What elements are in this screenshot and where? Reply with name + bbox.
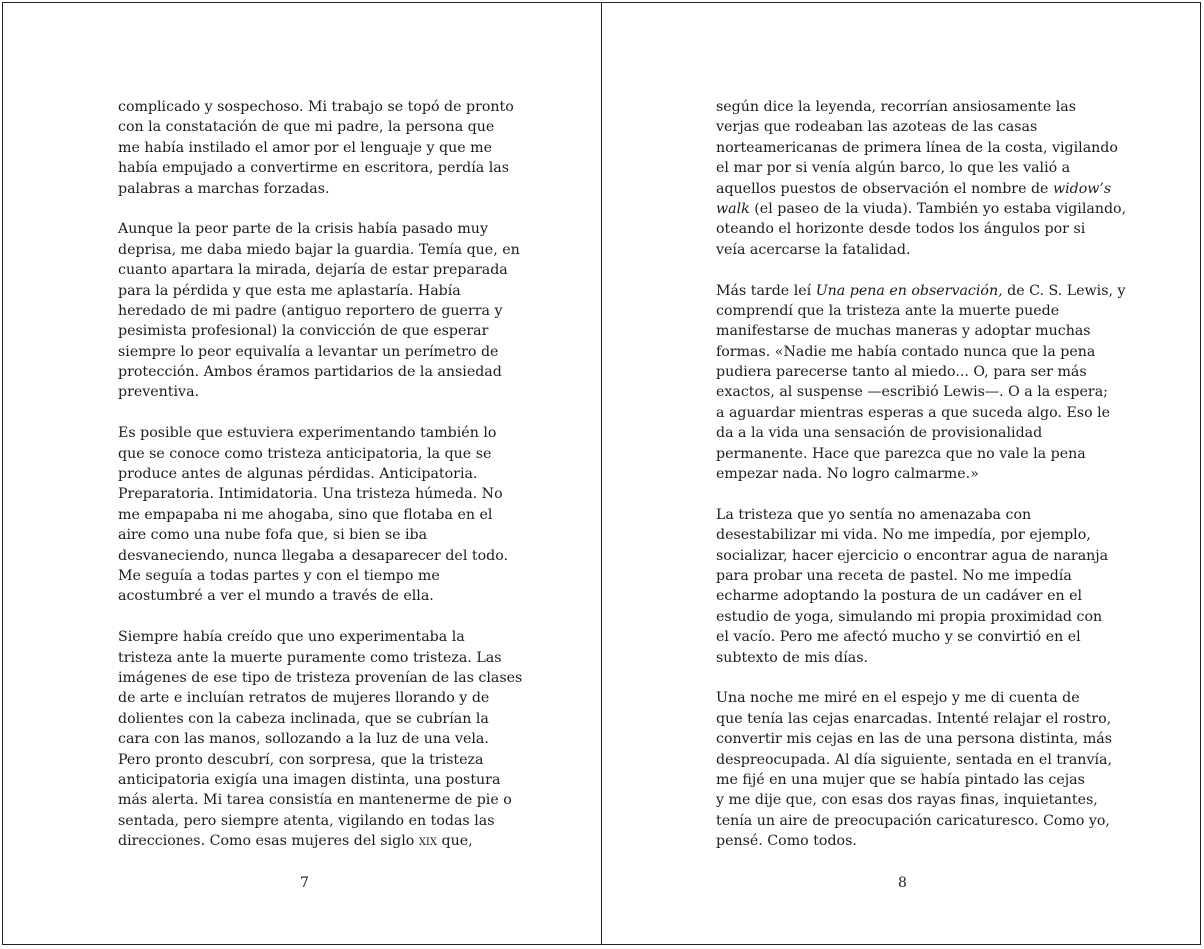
- text-run: direcciones. Como esas mujeres del siglo: [118, 833, 419, 850]
- text-line: más alerta. Mi tarea consistía en mantenerme de pie o: [118, 792, 512, 809]
- text-line: palabras a marchas forzadas.: [118, 180, 330, 197]
- text-line: siempre lo peor equivalía a levantar un perímetro de: [118, 343, 499, 360]
- text-line: acostumbré a ver el mundo a través de ella.: [118, 588, 434, 605]
- text-line: heredado de mi padre (antiguo reportero de guerra y: [118, 302, 503, 319]
- text-line: que se conoce como tristeza anticipatoria, la que se: [118, 445, 492, 462]
- text-line: pudiera parecerse tanto al miedo... O, para ser más: [716, 364, 1087, 381]
- italic-title: walk: [716, 200, 750, 217]
- italic-book-title: Una pena en observación,: [815, 282, 1003, 299]
- paragraph-gap: [118, 403, 510, 423]
- text-line: cuanto apartara la mirada, dejaría de estar preparada: [118, 262, 508, 279]
- text-run: Más tarde leí: [716, 282, 816, 299]
- text-line: convertir mis cejas en las de una persona distinta, más: [716, 731, 1113, 748]
- text-line: para probar una receta de pastel. No me impedía: [716, 567, 1072, 584]
- text-line: que tenía las cejas enarcadas. Intenté relajar el rostro,: [716, 710, 1112, 727]
- text-line: me empapaba ni me ahogaba, sino que flotaba en el: [118, 506, 493, 523]
- page-number: 8: [898, 875, 907, 891]
- text-line: oteando el horizonte desde todos los ángulos por si: [716, 221, 1086, 238]
- text-line: comprendí que la tristeza ante la muerte puede: [716, 302, 1060, 319]
- text-line: cara con las manos, sollozando a la luz de una vela.: [118, 731, 489, 748]
- text-line: formas. «Nadie me había contado nunca que la pena: [716, 343, 1096, 360]
- text-line: Es posible que estuviera experimentando también lo: [118, 425, 497, 442]
- text-line: empezar nada. No logro calmarme.»: [716, 466, 979, 483]
- text-line: el vacío. Pero me afectó mucho y se convirtió en el: [716, 629, 1081, 646]
- text-run: aquellos puestos de observación el nombre de: [716, 180, 1053, 197]
- text-line: socializar, hacer ejercicio o encontrar agua de naranja: [716, 547, 1109, 564]
- text-line: Aunque la peor parte de la crisis había pasado muy: [118, 221, 488, 238]
- text-line: verjas que rodeaban las azoteas de las casas: [716, 119, 1038, 136]
- text-line: Me seguía a todas partes y con el tiempo me: [118, 567, 440, 584]
- paragraph-gap: [716, 668, 1108, 688]
- text-line: aire como una nube fofa que, si bien se iba: [118, 527, 428, 544]
- text-line: Siempre había creído que uno experimentaba la: [118, 629, 465, 646]
- text-line: [118, 831, 510, 851]
- text-line: despreocupada. Al día siguiente, sentada en el tranvía,: [716, 751, 1112, 768]
- italic-title: widow’s: [1052, 180, 1112, 197]
- text-line: complicado y sospechoso. Mi trabajo se topó de pronto: [118, 99, 514, 115]
- text-line: el mar por si venía algún barco, lo que les valió a: [716, 160, 1071, 177]
- right-page: [601, 2, 1201, 945]
- text-line: echarme adoptando la postura de un cadáver en el: [716, 588, 1083, 605]
- text-line: pesimista profesional) la convicción de que esperar: [118, 323, 489, 340]
- text-line: Pero pronto descubrí, con sorpresa, que la tristeza: [118, 751, 484, 768]
- left-page: [2, 2, 603, 945]
- text-run: que,: [437, 833, 473, 850]
- text-line: y me dije que, con esas dos rayas finas, inquietantes,: [716, 792, 1098, 809]
- text-line: sentada, pero siempre atenta, vigilando en todas las: [118, 812, 495, 829]
- text-line: da a la vida una sensación de provisionalidad: [716, 425, 1043, 442]
- paragraph-gap: [118, 607, 510, 627]
- text-line: veía acercarse la fatalidad.: [716, 241, 911, 258]
- text-line: pensé. Como todos.: [716, 833, 857, 850]
- text-line: de arte e incluían retratos de mujeres llorando y de: [118, 690, 490, 707]
- paragraph-gap: [716, 484, 1108, 504]
- text-line: norteamericanas de primera línea de la costa, vigilando: [716, 139, 1118, 156]
- text-line: había empujado a convertirme en escritora, perdía las: [118, 160, 510, 177]
- text-line: [716, 179, 1112, 199]
- text-line: desvaneciendo, nunca llegaba a desaparecer del todo.: [118, 547, 509, 564]
- text-line: desestabilizar mi vida. No me impedía, por ejemplo,: [716, 527, 1091, 544]
- text-line: manifestarse de muchas maneras y adoptar muchas: [716, 323, 1091, 340]
- text-line: a aguardar mientras esperas a que suceda algo. Eso le: [716, 404, 1111, 421]
- text-line: [716, 281, 1126, 301]
- text-line: deprisa, me daba miedo bajar la guardia. Temía que, en: [118, 241, 520, 258]
- text-line: para la pérdida y que esta me aplastaría. Había: [118, 282, 461, 299]
- text-line: exactos, al suspense —escribió Lewis—. O a la espera;: [716, 384, 1108, 401]
- paragraph-gap: [716, 260, 1108, 280]
- text-line: dolientes con la cabeza inclinada, que se cubrían la: [118, 710, 489, 727]
- paragraph-gap: [118, 199, 510, 219]
- text-line: estudio de yoga, simulando mi propia proximidad con: [716, 608, 1103, 625]
- text-line: con la constatación de que mi padre, la persona que: [118, 119, 495, 136]
- page-number: 7: [300, 875, 309, 891]
- text-line: preventiva.: [118, 384, 200, 401]
- text-line: permanente. Hace que parezca que no vale la pena: [716, 445, 1086, 462]
- text-line: imágenes de ese tipo de tristeza provenían de las clases: [118, 669, 523, 686]
- text-line: tristeza ante la muerte puramente como tristeza. Las: [118, 649, 502, 666]
- text-line: La tristeza que yo sentía no amenazaba con: [716, 506, 1032, 523]
- text-line: [716, 199, 1127, 219]
- text-line: Preparatoria. Intimidatoria. Una tristeza húmeda. No: [118, 486, 503, 503]
- text-run: de C. S. Lewis, y: [1002, 282, 1126, 299]
- text-run: (el paseo de la viuda). También yo estaba vigilando,: [749, 200, 1127, 217]
- text-line: produce antes de algunas pérdidas. Anticipatoria.: [118, 466, 478, 483]
- text-line: anticipatoria exigía una imagen distinta, una postura: [118, 771, 501, 788]
- small-caps-numeral: xix: [418, 833, 438, 850]
- text-line: subtexto de mis días.: [716, 649, 868, 666]
- text-line: tenía un aire de preocupación caricaturesco. Como yo,: [716, 812, 1110, 829]
- text-line: protección. Ambos éramos partidarios de la ansiedad: [118, 364, 502, 381]
- text-line: Una noche me miré en el espejo y me di cuenta de: [716, 690, 1080, 707]
- right-page-body: [716, 97, 1127, 851]
- text-line: me había instilado el amor por el lenguaje y que me: [118, 139, 492, 156]
- left-page-body: [118, 97, 523, 851]
- text-line: según dice la leyenda, recorrían ansiosamente las: [716, 99, 1077, 115]
- text-line: me fijé en una mujer que se había pintado las cejas: [716, 771, 1085, 788]
